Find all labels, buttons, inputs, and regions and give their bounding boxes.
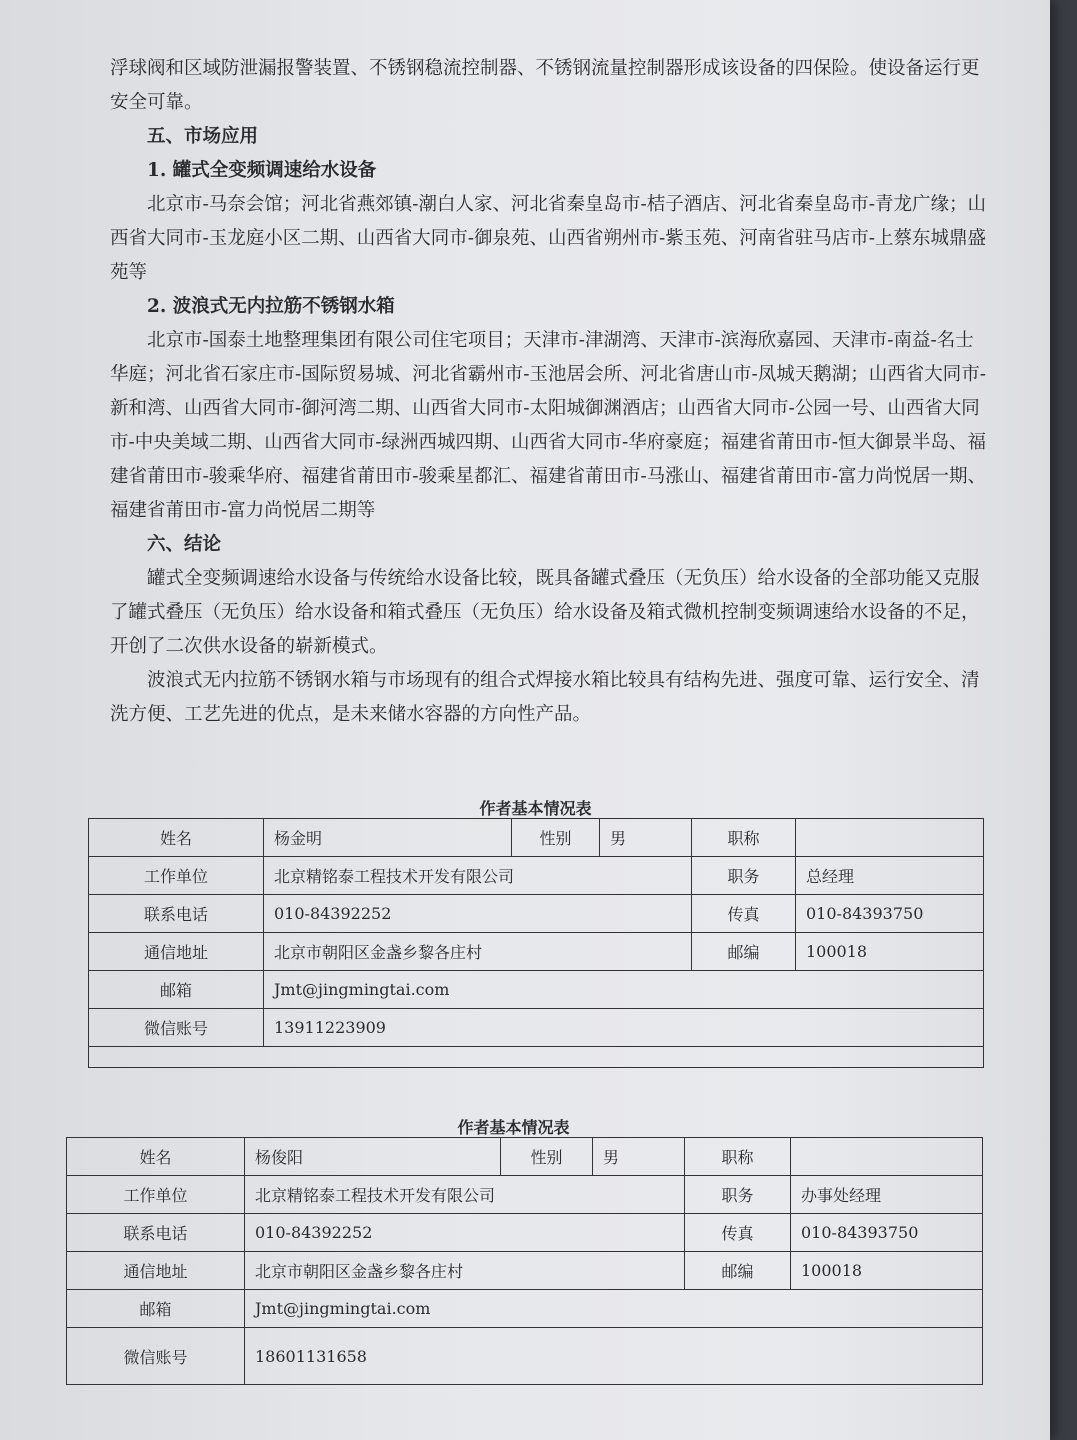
email-label: 邮箱 [67,1290,245,1328]
title-label: 职称 [685,1138,791,1176]
table-row [67,1252,983,1290]
wechat-value: 18601131658 [245,1328,983,1385]
gender-value: 男 [593,1138,685,1176]
position-label: 职务 [692,857,796,895]
work-unit-value: 北京精铭泰工程技术开发有限公司 [264,857,692,895]
phone-value: 010-84392252 [245,1214,685,1252]
phone-value: 010-84392252 [264,895,692,933]
phone-label: 联系电话 [89,895,264,933]
conclusion-paragraph-1: 罐式全变频调速给水设备与传统给水设备比较，既具备罐式叠压（无负压）给水设备的全部功能又克服了罐式叠压（无负压）给水设备和箱式叠压（无负压）给水设备及箱式微机控制变频调速给水设备的不足，开创了二次供水设备的崭新模式。 [110,568,980,657]
section-heading-conclusion: 六、结论 [147,534,222,555]
author-info-table [66,1137,983,1385]
wechat-value: 13911223909 [264,1009,984,1047]
author-info-table [88,818,984,1068]
name-label: 姓名 [67,1138,245,1176]
fax-value: 010-84393750 [791,1214,983,1252]
position-label: 职务 [685,1176,791,1214]
empty-row [89,1047,984,1068]
table-row [67,1328,983,1385]
address-value: 北京市朝阳区金盏乡黎各庄村 [264,933,692,971]
section-heading-market: 五、市场应用 [147,126,259,147]
title-value [796,819,984,857]
title-label: 职称 [692,819,796,857]
postcode-value: 100018 [791,1252,983,1290]
postcode-value: 100018 [796,933,984,971]
wechat-label: 微信账号 [67,1328,245,1385]
table-row [89,819,984,857]
address-label: 通信地址 [89,933,264,971]
postcode-label: 邮编 [692,933,796,971]
table-row [89,1009,984,1047]
title-value [791,1138,983,1176]
gender-label: 性别 [501,1138,593,1176]
fax-label: 传真 [685,1214,791,1252]
fax-value: 010-84393750 [796,895,984,933]
table-row [67,1176,983,1214]
body-text [110,52,990,732]
position-value: 办事处经理 [791,1176,983,1214]
subheading-tank-equipment: 1. 罐式全变频调速给水设备 [147,160,377,181]
subheading-water-tank: 2. 波浪式无内拉筋不锈钢水箱 [147,296,395,317]
address-value: 北京市朝阳区金盏乡黎各庄村 [245,1252,685,1290]
email-value: Jmt@jingmingtai.com [245,1290,983,1328]
tank-equipment-projects: 北京市-马奈会馆；河北省燕郊镇-潮白人家、河北省秦皇岛市-桔子酒店、河北省秦皇岛市-青龙广缘；山西省大同市-玉龙庭小区二期、山西省大同市-御泉苑、山西省朔州市-紫玉苑、河南省驻马店市-上蔡东城鼎盛苑等 [110,194,987,283]
table-row [67,1290,983,1328]
phone-label: 联系电话 [67,1214,245,1252]
name-value: 杨俊阳 [245,1138,501,1176]
table-row [67,1214,983,1252]
fax-label: 传真 [692,895,796,933]
gender-value: 男 [600,819,692,857]
table-row [89,895,984,933]
table-row [89,1047,984,1068]
author-table-title: 作者基本情况表 [457,1118,570,1137]
work-unit-value: 北京精铭泰工程技术开发有限公司 [245,1176,685,1214]
email-value: Jmt@jingmingtai.com [264,971,984,1009]
postcode-label: 邮编 [685,1252,791,1290]
table-row [67,1138,983,1176]
author-table-title: 作者基本情况表 [479,799,592,818]
address-label: 通信地址 [67,1252,245,1290]
name-value: 杨金明 [264,819,512,857]
email-label: 邮箱 [89,971,264,1009]
wechat-label: 微信账号 [89,1009,264,1047]
table-row [89,857,984,895]
work-unit-label: 工作单位 [67,1176,245,1214]
table-row [89,971,984,1009]
position-value: 总经理 [796,857,984,895]
intro-paragraph: 浮球阀和区域防泄漏报警装置、不锈钢稳流控制器、不锈钢流量控制器形成该设备的四保险。使设备运行更安全可靠。 [110,58,980,113]
conclusion-paragraph-2: 波浪式无内拉筋不锈钢水箱与市场现有的组合式焊接水箱比较具有结构先进、强度可靠、运行安全、清洗方便、工艺先进的优点，是未来储水容器的方向性产品。 [110,670,980,725]
water-tank-projects: 北京市-国泰土地整理集团有限公司住宅项目；天津市-津湖湾、天津市-滨海欣嘉园、天津市-南益-名士华庭；河北省石家庄市-国际贸易城、河北省霸州市-玉池居会所、河北省唐山市-凤城天鹅湖；山西省大同市-新和湾、山西省大同市-御河湾二期、山西省大同市-太阳城御渊酒店；山西省大同市-公园一号、山西省大同市-中央美域二期、山西省大同市-绿洲西城四期、山西省大同市-华府豪庭；福建省莆田市-恒大御景半岛、福建省莆田市-骏乘华府、福建省莆田市-骏乘星都汇、福建省莆田市-马涨山、福建省莆田市-富力尚悦居一期、福建省莆田市-富力尚悦居二期等 [110,330,987,521]
table-row [89,933,984,971]
name-label: 姓名 [89,819,264,857]
work-unit-label: 工作单位 [89,857,264,895]
gender-label: 性别 [512,819,600,857]
